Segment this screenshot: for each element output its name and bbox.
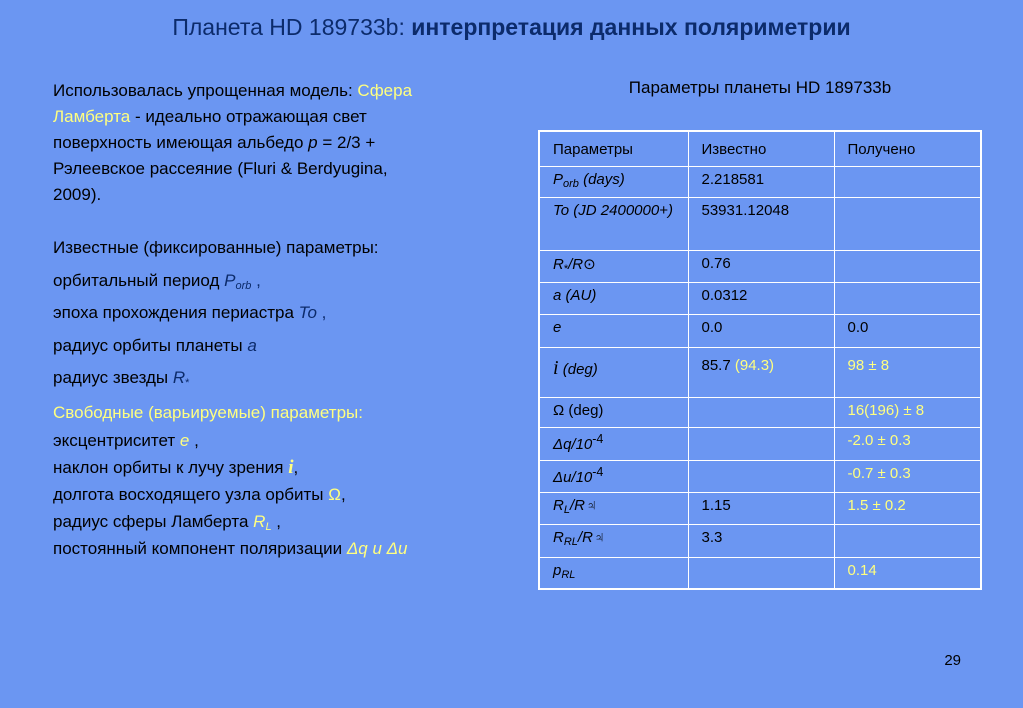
known-param-item [53, 362, 513, 395]
free-param-item [53, 481, 513, 508]
table-row [539, 492, 981, 524]
obtained-cell [834, 250, 981, 282]
obtained-cell [834, 282, 981, 314]
free-param-text: долгота восходящего узла орбиты [53, 484, 329, 504]
known-param-text: радиус звезды [53, 368, 173, 387]
table-header-row [539, 131, 981, 166]
table-row [539, 250, 981, 282]
table-caption: Параметры планеты HD 189733b [628, 78, 892, 97]
param-tail: (days) [578, 170, 625, 188]
model-name-b: Ламберта [53, 107, 131, 126]
known-cell: 53931.12048 [688, 197, 834, 250]
free-param-symbol: e [179, 430, 190, 450]
table-row [539, 397, 981, 427]
param-cell [539, 427, 688, 460]
free-param-item [53, 535, 513, 562]
known-cell: 2.218581 [688, 166, 834, 197]
albedo-symbol: p [308, 133, 318, 152]
table-row [539, 557, 981, 589]
known-param-sub: * [185, 377, 190, 389]
table-header-cell: Известно [688, 131, 834, 166]
param-tail: /R♃ [577, 528, 605, 546]
obtained-value: 0.14 [847, 561, 877, 579]
parameters-table [538, 130, 982, 590]
known-extra: (94.3) [730, 356, 775, 374]
known-param-item [53, 265, 513, 298]
free-param-text: постоянный компонент поляризации [53, 538, 347, 558]
obtained-extra: ± 0.3 [873, 431, 911, 449]
free-param-tail: , [271, 511, 282, 531]
known-param-symbol: To [298, 303, 317, 322]
intro-line-3 [53, 130, 513, 156]
param-symbol: R [553, 255, 564, 273]
obtained-cell [834, 347, 981, 397]
known-cell [688, 427, 834, 460]
param-symbol: R [553, 528, 564, 546]
known-cell [688, 557, 834, 589]
page-number: 29 [944, 652, 961, 669]
known-param-text: радиус орбиты планеты [53, 335, 248, 355]
param-cell [539, 347, 688, 397]
obtained-extra: ± 8 [899, 401, 925, 419]
obtained-value: 98 [847, 356, 865, 374]
free-params-block [53, 399, 513, 562]
table-row [539, 314, 981, 347]
table-row [539, 427, 981, 460]
left-column [53, 78, 513, 562]
obtained-cell [834, 524, 981, 557]
intro-text-2: - идеально отражающая свет [130, 107, 367, 126]
intro-line-4: Рэлеевское рассеяние (Fluri & Berdyugina, [53, 159, 388, 178]
param-cell [539, 460, 688, 492]
param-sup: -4 [592, 431, 604, 446]
known-param-symbol: P [224, 270, 236, 290]
param-sup: -4 [592, 464, 604, 479]
param-symbol: Δu/10 [553, 468, 593, 486]
obtained-cell: 0.0 [834, 314, 981, 347]
free-param-text: эксцентриситет [53, 430, 180, 450]
param-cell [539, 557, 688, 589]
table-header-cell: Получено [834, 131, 981, 166]
free-param-item [53, 508, 513, 535]
known-cell: 0.0312 [688, 282, 834, 314]
free-param-item [53, 427, 513, 454]
known-value: 85.7 [701, 356, 731, 374]
obtained-value: 16(196) [847, 401, 900, 419]
param-tail: (deg) [558, 360, 598, 378]
param-symbol: P [553, 170, 564, 188]
table-row [539, 282, 981, 314]
free-params-heading: Свободные (варьируемые) параметры: [53, 402, 363, 422]
free-param-sub: L [265, 520, 272, 533]
intro-line-1 [53, 78, 513, 104]
param-cell [539, 197, 688, 250]
param-tail: /R⊙ [568, 255, 596, 273]
obtained-cell [834, 166, 981, 197]
known-params-heading: Известные (фиксированные) параметры: [53, 238, 379, 257]
known-param-text: орбитальный период [53, 270, 225, 290]
table-row [539, 197, 981, 250]
param-symbol: To (JD 2400000+) [553, 201, 673, 219]
known-param-symbol: a [247, 335, 257, 355]
param-symbol: i [553, 356, 559, 379]
known-cell: 3.3 [688, 524, 834, 557]
intro-paragraph [53, 78, 513, 208]
param-symbol: R [553, 496, 564, 514]
intro-text-3: поверхность имеющая альбедо [53, 133, 309, 152]
free-param-tail: , [293, 457, 299, 477]
free-param-symbol: Ω [328, 484, 341, 504]
known-param-text: эпоха прохождения периастра [53, 303, 299, 322]
free-param-item [53, 454, 513, 481]
table-header-cell: Параметры [539, 131, 688, 166]
free-param-text: наклон орбиты к лучу зрения [53, 457, 289, 477]
obtained-value: 1.5 [847, 496, 869, 514]
obtained-cell [834, 492, 981, 524]
param-symbol: a (AU) [553, 286, 597, 304]
param-cell [539, 282, 688, 314]
known-param-item [53, 297, 513, 330]
slide-title [0, 14, 1023, 41]
albedo-value: = 2/3 + [317, 133, 376, 152]
param-symbol: p [553, 561, 562, 579]
param-symbol: Δq/10 [553, 435, 593, 453]
obtained-extra: ± 8 [864, 356, 890, 374]
table-row [539, 347, 981, 397]
free-param-symbol: i [288, 456, 294, 478]
param-cell [539, 524, 688, 557]
param-symbol: Ω [553, 401, 565, 419]
obtained-cell [834, 460, 981, 492]
param-sub: RL [563, 535, 578, 548]
free-param-tail: , [340, 484, 346, 504]
param-cell [539, 492, 688, 524]
free-param-symbol: Δq и Δu [346, 538, 408, 558]
param-symbol: e [553, 318, 562, 336]
intro-line-2 [53, 104, 513, 130]
slide-title-prefix: Планета HD 189733b: [172, 14, 412, 40]
param-sub: * [563, 262, 569, 275]
param-cell [539, 397, 688, 427]
obtained-value: -2.0 [847, 431, 874, 449]
table-row [539, 524, 981, 557]
model-name-a: Сфера [357, 81, 413, 100]
param-sub: L [563, 503, 570, 516]
param-cell [539, 314, 688, 347]
obtained-cell [834, 397, 981, 427]
param-tail: (deg) [564, 401, 604, 419]
table-row [539, 460, 981, 492]
intro-line-5: 2009). [53, 185, 102, 204]
param-sub: orb [563, 177, 579, 190]
known-cell [688, 460, 834, 492]
free-param-tail: , [189, 430, 199, 450]
param-sub: RL [561, 568, 576, 581]
obtained-extra: ± 0.3 [873, 464, 911, 482]
known-cell [688, 397, 834, 427]
known-cell: 1.15 [688, 492, 834, 524]
known-cell [688, 347, 834, 397]
known-cell: 0.76 [688, 250, 834, 282]
intro-text-1: Использовалась упрощенная модель: [53, 81, 358, 100]
known-param-item [53, 330, 513, 363]
obtained-extra: ± 0.2 [868, 496, 906, 514]
obtained-cell [834, 427, 981, 460]
known-param-symbol: R [172, 368, 186, 387]
known-params-block [53, 232, 513, 395]
free-param-text: радиус сферы Ламберта [53, 511, 254, 531]
obtained-cell [834, 197, 981, 250]
obtained-cell [834, 557, 981, 589]
obtained-value: -0.7 [847, 464, 874, 482]
table-row [539, 166, 981, 197]
known-cell: 0.0 [688, 314, 834, 347]
param-cell [539, 250, 688, 282]
known-param-sub: orb [235, 279, 252, 292]
param-tail: /R♃ [569, 496, 597, 514]
known-param-tail: , [251, 270, 261, 290]
slide-title-bold: интерпретация данных поляриметрии [411, 14, 851, 40]
param-cell [539, 166, 688, 197]
free-param-symbol: R [253, 511, 266, 531]
known-param-tail: , [316, 303, 327, 322]
